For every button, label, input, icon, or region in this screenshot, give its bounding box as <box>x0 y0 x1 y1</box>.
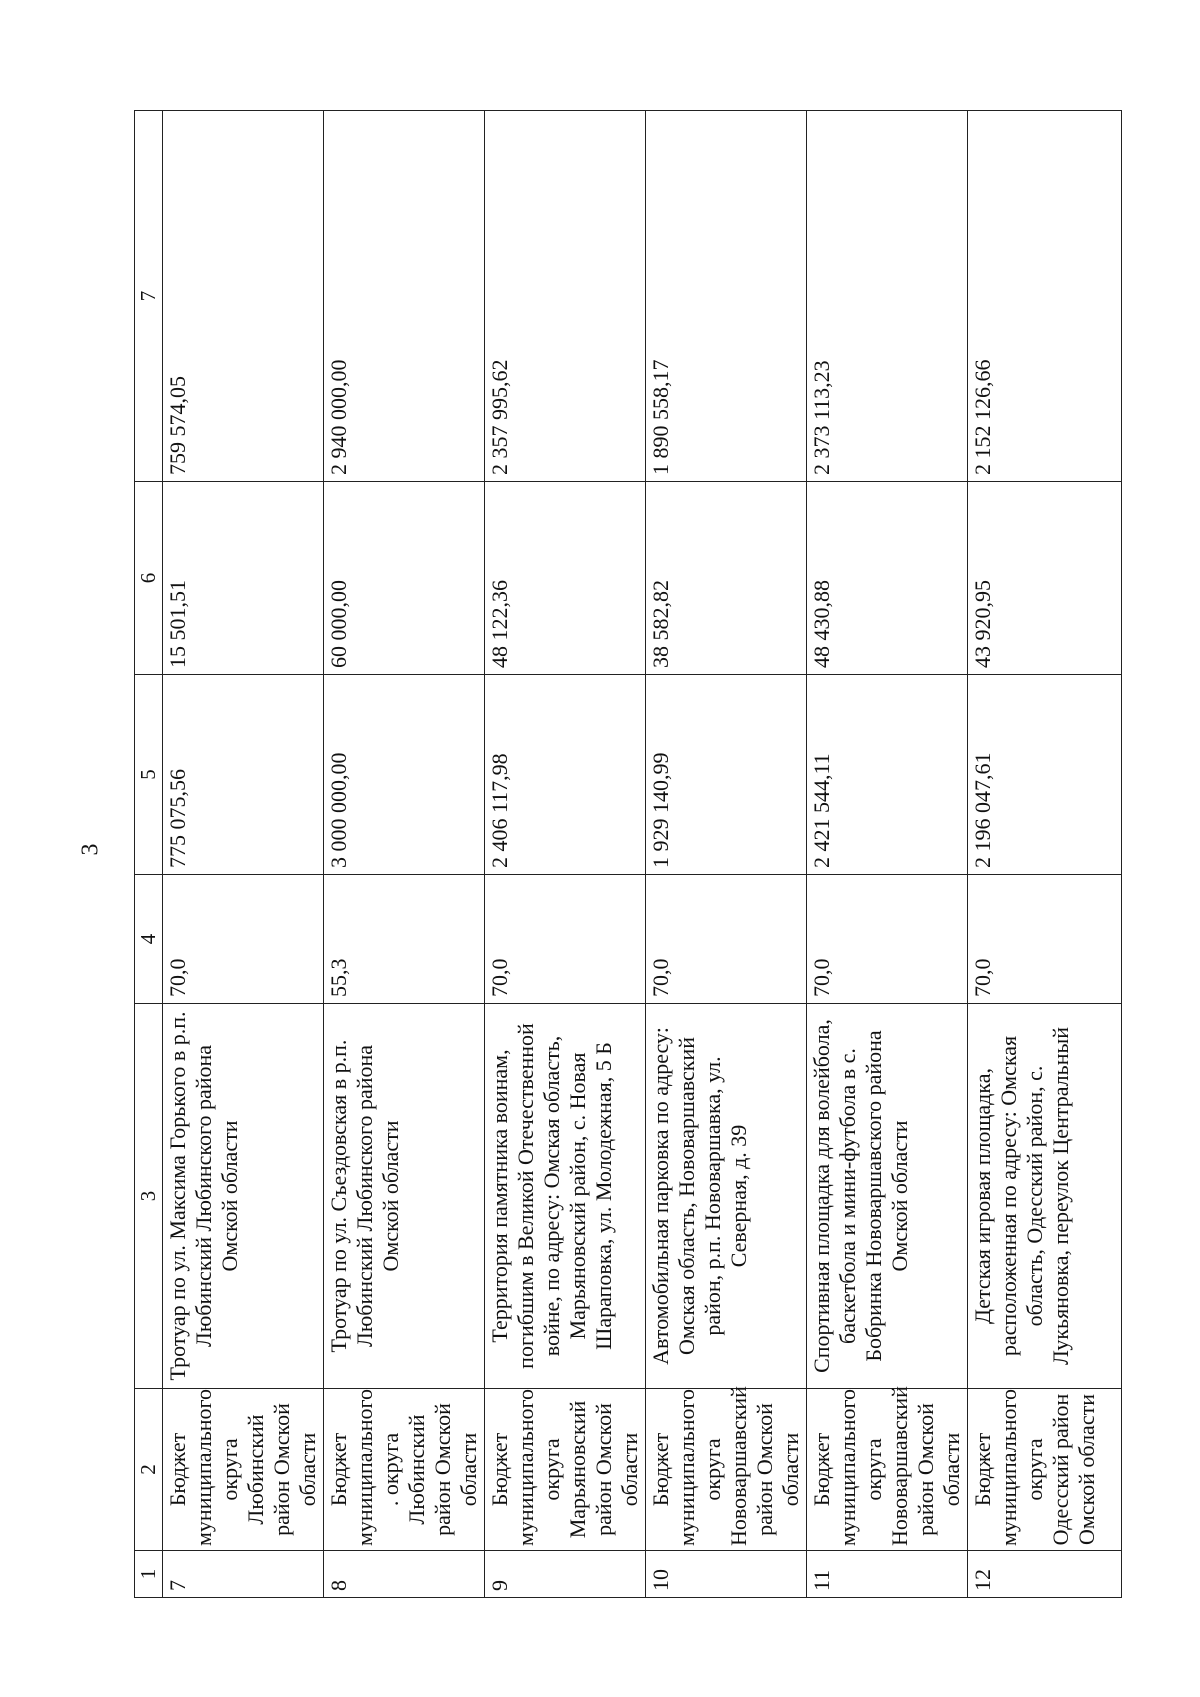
row-number: 9 <box>485 1551 646 1598</box>
object-cell: Детская игровая площадка, расположенная по адресу: Омская область, Одесский район, с. Лукьяновка, переулок Центральный <box>968 1004 1122 1389</box>
local-cell: 48 122,36 <box>485 482 646 675</box>
local-cell: 48 430,88 <box>807 482 968 675</box>
regional-cell: 2 152 126,66 <box>968 111 1122 482</box>
regional-cell: 2 940 000,00 <box>324 111 485 482</box>
object-cell: Тротуар по ул. Съездовская в р.п. Любинский Любинского района Омской области <box>324 1004 485 1389</box>
share-cell: 70,0 <box>485 875 646 1004</box>
regional-cell: 1 890 558,17 <box>646 111 807 482</box>
table-row <box>807 111 968 1598</box>
budget-cell: Бюджет муниципального округа Нововаршавский район Омской области <box>807 1389 968 1551</box>
total-cell: 3 000 000,00 <box>324 675 485 875</box>
object-cell: Тротуар по ул. Максима Горького в р.п. Любинский Любинского района Омской области <box>163 1004 324 1389</box>
total-cell: 1 929 140,99 <box>646 675 807 875</box>
budget-cell: Бюджет муниципального округа Нововаршавский район Омской области <box>646 1389 807 1551</box>
subsidy-table <box>134 110 1122 1598</box>
local-cell: 60 000,00 <box>324 482 485 675</box>
column-header-6: 6 <box>135 482 163 675</box>
table-row <box>485 111 646 1598</box>
row-number: 11 <box>807 1551 968 1598</box>
column-header-4: 4 <box>135 875 163 1004</box>
regional-cell: 759 574,05 <box>163 111 324 482</box>
total-cell: 2 406 117,98 <box>485 675 646 875</box>
share-cell: 70,0 <box>968 875 1122 1004</box>
object-cell: Территория памятника воинам, погибшим в Великой Отечественной войне, по адресу: Омская область, Марьяновский район, с. Новая Шараповка, ул. Молодежная, 5 Б <box>485 1004 646 1389</box>
column-header-1: 1 <box>135 1551 163 1598</box>
table-row <box>324 111 485 1598</box>
share-cell: 55,3 <box>324 875 485 1004</box>
object-cell: Автомобильная парковка по адресу: Омская область, Нововаршавский район, р.п. Нововаршавка, ул. Северная, д. 39 <box>646 1004 807 1389</box>
budget-cell: Бюджет муниципального округа Марьяновский район Омской области <box>485 1389 646 1551</box>
column-header-7: 7 <box>135 111 163 482</box>
total-cell: 2 421 544,11 <box>807 675 968 875</box>
regional-cell: 2 373 113,23 <box>807 111 968 482</box>
budget-cell: Бюджет муниципального округа Одесский район Омской области <box>968 1389 1122 1551</box>
row-number: 8 <box>324 1551 485 1598</box>
local-cell: 15 501,51 <box>163 482 324 675</box>
table-row <box>646 111 807 1598</box>
budget-cell: Бюджет муниципального . округа Любинский район Омской области <box>324 1389 485 1551</box>
local-cell: 43 920,95 <box>968 482 1122 675</box>
local-cell: 38 582,82 <box>646 482 807 675</box>
budget-cell: Бюджет муниципального округа Любинский район Омской области <box>163 1389 324 1551</box>
table-row <box>968 111 1122 1598</box>
object-cell: Спортивная площадка для волейбола, баскетбола и мини-футбола в с. Бобринка Нововаршавского района Омской области <box>807 1004 968 1389</box>
table-header-row <box>135 111 163 1598</box>
share-cell: 70,0 <box>163 875 324 1004</box>
regional-cell: 2 357 995,62 <box>485 111 646 482</box>
total-cell: 2 196 047,61 <box>968 675 1122 875</box>
row-number: 10 <box>646 1551 807 1598</box>
table-row <box>163 111 324 1598</box>
column-header-2: 2 <box>135 1389 163 1551</box>
total-cell: 775 075,56 <box>163 675 324 875</box>
page-number: 3 <box>77 843 104 856</box>
share-cell: 70,0 <box>807 875 968 1004</box>
column-header-3: 3 <box>135 1004 163 1389</box>
row-number: 12 <box>968 1551 1122 1598</box>
rotated-table-container <box>134 111 1099 1598</box>
column-header-5: 5 <box>135 675 163 875</box>
row-number: 7 <box>163 1551 324 1598</box>
share-cell: 70,0 <box>646 875 807 1004</box>
